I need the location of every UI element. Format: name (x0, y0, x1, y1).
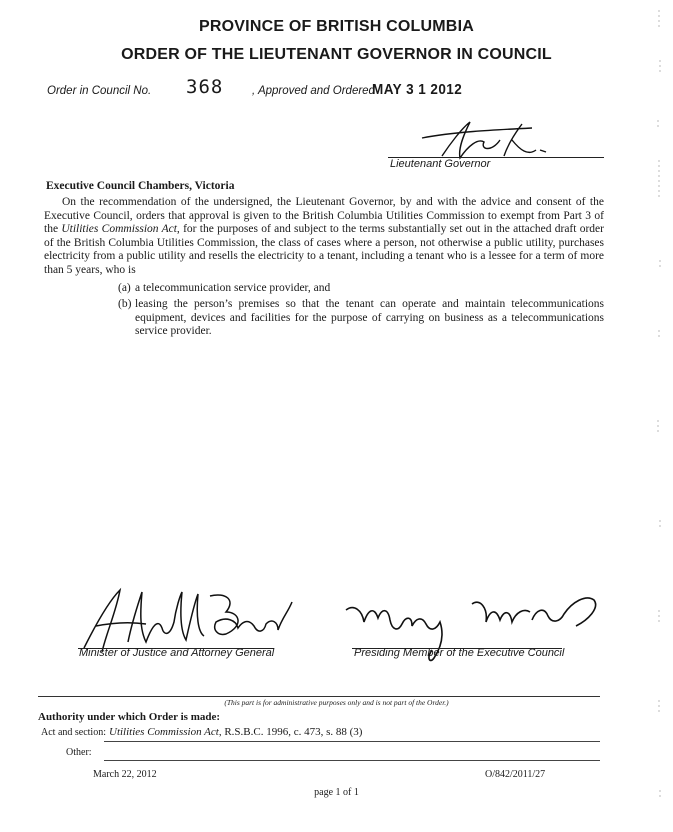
act-section-line (104, 741, 600, 742)
clause-text: a telecommunication service provider, and (135, 282, 331, 294)
clause-letter: (a) (118, 282, 131, 294)
minister-label: Minister of Justice and Attorney General (79, 647, 275, 659)
paragraph-end: , for the purposes of and subject to the terms substantially set out in the attached draft order of the British Columbia Utilities Commission, the class of cases where a person, not otherwise a public utility, purchases electricity from a public utility and resells the electricity to a tenant, including a tenant who is a lessee for a term of more than 5 years, who is (44, 223, 604, 276)
admin-divider (38, 696, 600, 697)
page-title: PROVINCE OF BRITISH COLUMBIA (199, 18, 474, 35)
order-paragraph (44, 196, 604, 278)
clause-a (118, 282, 604, 296)
order-number: 368 (186, 76, 224, 98)
lieutenant-governor-label: Lieutenant Governor (390, 158, 491, 170)
act-citation: , R.S.B.C. 1996, c. 473, s. 88 (3) (218, 726, 363, 738)
location-heading: Executive Council Chambers, Victoria (46, 180, 235, 192)
other-line (104, 760, 600, 761)
act-section-label: Act and section: (41, 727, 106, 738)
act-name: Utilities Commission Act (109, 726, 219, 738)
order-title: ORDER OF THE LIEUTENANT GOVERNOR IN COUNCIL (121, 46, 552, 63)
clause-b (118, 298, 604, 342)
document-date: March 22, 2012 (93, 769, 157, 780)
paragraph-start: On the recommendation of the undersigned, the Lieutenant Governor, by and with the advice and consent of the Executive Council, orders that approval is given to the British Columbia Utilities Commission to exempt from Part 3 of the (44, 196, 604, 236)
paragraph-act-name: Utilities Commission Act (61, 223, 177, 236)
order-number-label: Order in Council No. (47, 85, 152, 97)
approved-date-stamp: MAY 3 1 2012 (372, 81, 463, 98)
other-label: Other: (66, 747, 92, 758)
document-reference: O/842/2011/27 (485, 769, 546, 780)
admin-note: (This part is for administrative purposes only and is not part of the Order.) (224, 698, 449, 707)
scan-edge-marks (655, 0, 665, 832)
clause-text: leasing the person’s premises so that the tenant can operate and maintain telecommunications equipment, devices and facilities for the purpose of carrying on business as a telecommunications service provider. (135, 298, 604, 338)
approved-label: , Approved and Ordered (252, 85, 375, 97)
clause-letter: (b) (118, 298, 132, 310)
act-section-value (109, 726, 362, 738)
page-number: page 1 of 1 (314, 787, 359, 798)
authority-heading: Authority under which Order is made: (38, 711, 221, 723)
presiding-member-label: Presiding Member of the Executive Council (354, 647, 565, 659)
